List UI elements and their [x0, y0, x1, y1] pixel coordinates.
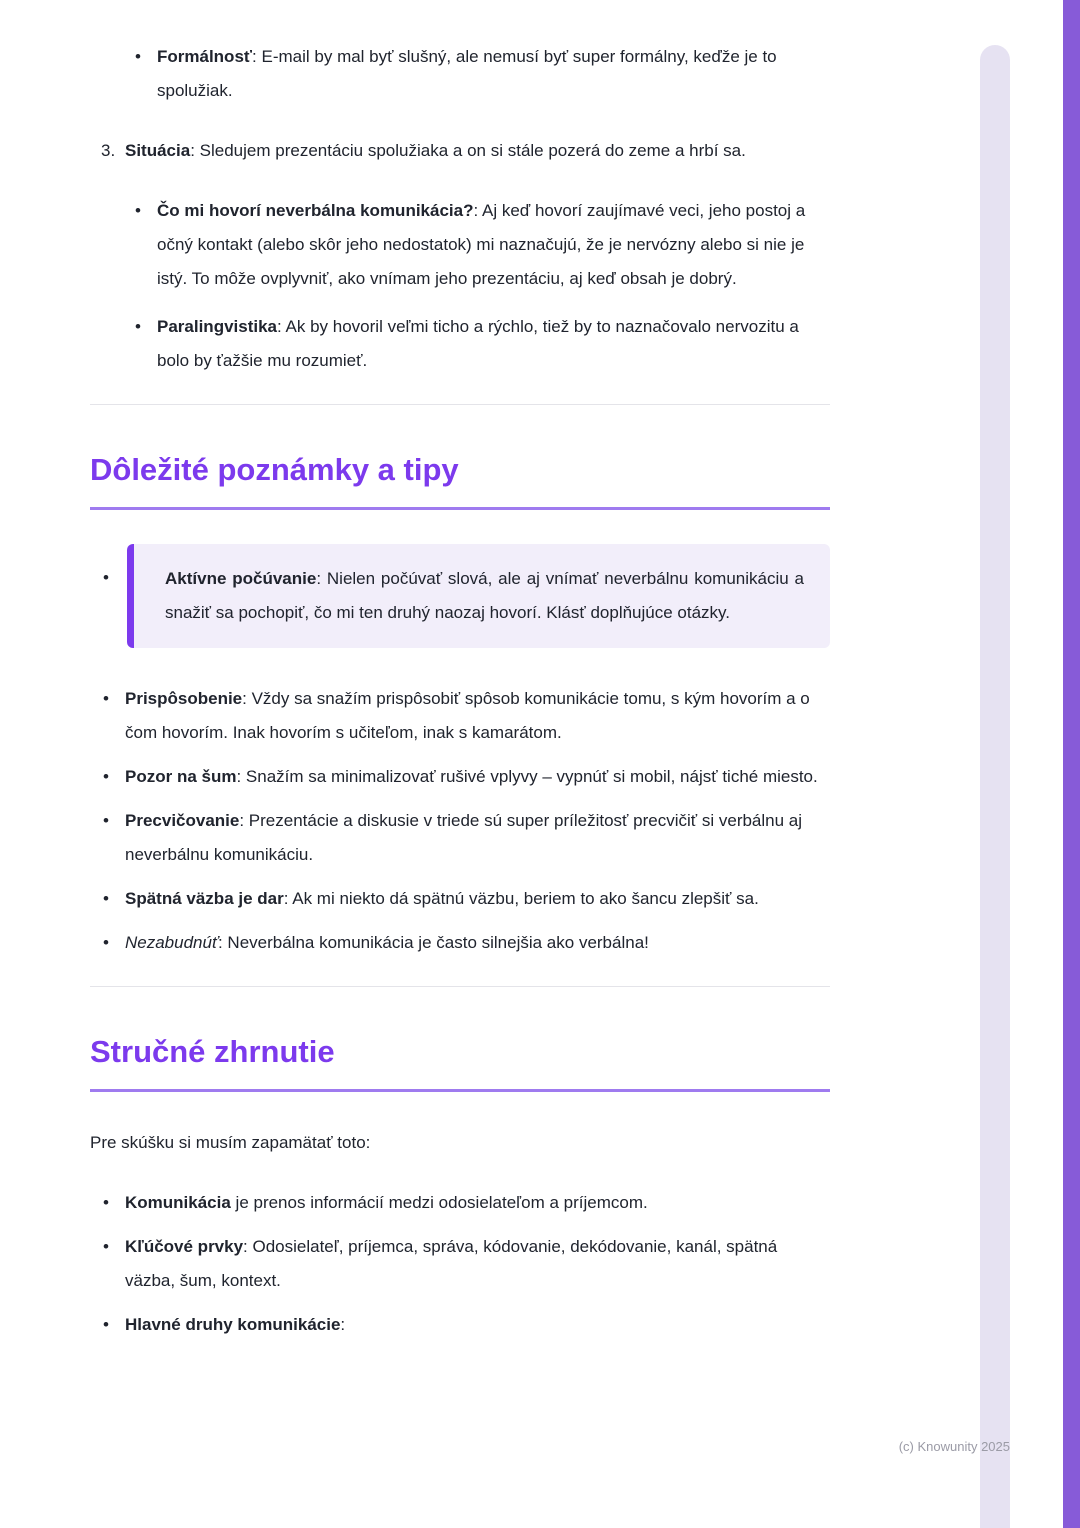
right-accent-band — [1063, 0, 1080, 1528]
tips-list — [90, 544, 830, 960]
item-text: : Nielen počúvať slová, ale aj vnímať neverbálnu komunikáciu a snažiť sa pochopiť, čo mi ten druhý naozaj hovorí. Klásť doplňujúce otázky. — [165, 569, 804, 622]
item-text: : Snažím sa minimalizovať rušivé vplyvy – vypnúť si mobil, nájsť tiché miesto. — [236, 767, 818, 786]
list-item-neverbalna — [90, 194, 830, 296]
item-text: : Vždy sa snažím prispôsobiť spôsob komunikácie tomu, s kým hovorím a o čom hovorím. Inak hovorím s učiteľom, inak s kamarátom. — [125, 689, 810, 742]
item-text: : Ak mi niekto dá spätnú väzbu, beriem to ako šancu zlepšiť sa. — [283, 889, 759, 908]
list-item-pozor-na-sum — [90, 760, 830, 794]
list-item-spatna-vazba — [90, 882, 830, 916]
summary-intro: Pre skúšku si musím zapamätať toto: — [90, 1133, 371, 1152]
document-content — [90, 40, 830, 1352]
item-label: Prispôsobenie — [125, 689, 243, 708]
tips-heading: Dôležité poznámky a tipy — [90, 451, 830, 510]
item-number: 3. — [101, 141, 116, 160]
list-item-paralingvistika — [90, 310, 830, 378]
item-text: : Prezentácie a diskusie v triede sú super príležitosť precvičiť si verbálnu aj neverbálnu komunikáciu. — [125, 811, 803, 864]
item-label: Spätná väzba je dar — [125, 889, 284, 908]
list-item-komunikacia — [90, 1186, 830, 1220]
section-divider — [90, 986, 830, 987]
list-item-precvicovanie — [90, 804, 830, 872]
section-divider — [90, 404, 830, 405]
list-item-nezabudnut — [90, 926, 830, 960]
item-label: Komunikácia — [125, 1193, 231, 1212]
item-label: Paralingvistika — [157, 317, 278, 336]
item-label: Hlavné druhy komunikácie — [125, 1315, 341, 1334]
item-label: Aktívne počúvanie — [165, 569, 317, 588]
item-label: Precvičovanie — [125, 811, 240, 830]
item-label: Kľúčové prvky — [125, 1237, 244, 1256]
scrollbar[interactable] — [980, 45, 1010, 1528]
list-item-formalnost — [90, 40, 830, 108]
list-item-prisposobenie — [90, 682, 830, 750]
list-item-callout — [90, 544, 830, 648]
copyright-footer: (c) Knowunity 2025 — [898, 1439, 1010, 1454]
item-text: : — [340, 1315, 346, 1334]
list-item-hlavne-druhy — [90, 1308, 830, 1342]
item-text: : Aj keď hovorí zaujímavé veci, jeho postoj a očný kontakt (alebo skôr jeho nedostatok) mi naznačujú, že je nervózny alebo si nie je istý. To môže ovplyvniť, ako vnímam jeho prezentáciu, aj keď obsah je dobrý. — [157, 201, 806, 288]
item-text: : Sledujem prezentáciu spolužiaka a on si stále pozerá do zeme a hrbí sa. — [190, 141, 746, 160]
item-label: Pozor na šum — [125, 767, 237, 786]
highlight-callout — [127, 544, 830, 648]
item-text: : Neverbálna komunikácia je často silnejšia ako verbálna! — [217, 933, 649, 952]
item-label: Formálnosť — [157, 47, 253, 66]
item-text: : Odosielateľ, príjemca, správa, kódovanie, dekódovanie, kanál, spätná väzba, šum, kontext. — [125, 1237, 778, 1290]
item-label: Čo mi hovorí neverbálna komunikácia? — [157, 201, 474, 220]
item-label: Nezabudnúť — [125, 933, 218, 952]
situation-sub-list — [90, 194, 830, 378]
list-item-klucove-prvky — [90, 1230, 830, 1298]
summary-heading: Stručné zhrnutie — [90, 1033, 830, 1092]
item-text: : Ak by hovoril veľmi ticho a rýchlo, tiež by to naznačovalo nervozitu a bolo by ťažšie mu rozumieť. — [157, 317, 799, 370]
item-label: Situácia — [125, 141, 191, 160]
numbered-item-3 — [90, 134, 830, 168]
summary-list — [90, 1186, 830, 1342]
item-text: : E-mail by mal byť slušný, ale nemusí byť super formálny, keďže je to spolužiak. — [157, 47, 777, 100]
intro-sub-list — [90, 40, 830, 108]
item-text: je prenos informácií medzi odosielateľom a príjemcom. — [230, 1193, 648, 1212]
